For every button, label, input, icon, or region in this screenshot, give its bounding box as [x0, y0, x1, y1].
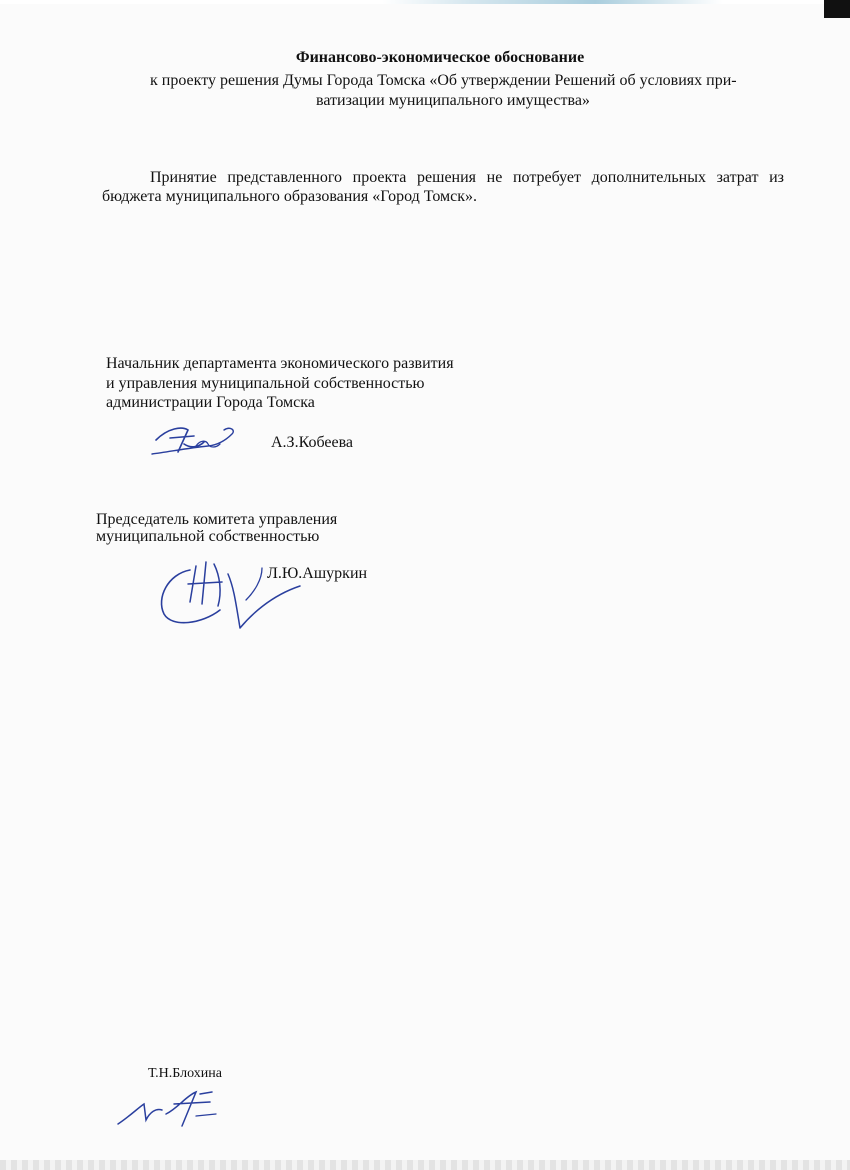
document-title: Финансово-экономическое обоснование [295, 49, 585, 66]
body-paragraph-line2: бюджета муниципального образования «Город Томск». [102, 188, 478, 205]
signatory1-position-line3: администрации Города Томска [106, 394, 315, 411]
scan-bottom-edge [0, 1160, 850, 1170]
scan-corner-mark [824, 0, 850, 18]
signatory2-position-line1: Председатель комитета управления [96, 511, 338, 528]
signature-blokhina [112, 1086, 236, 1130]
signatory1-position-line1: Начальник департамента экономического развития [106, 355, 454, 372]
signatory2-name: Л.Ю.Ашуркин [267, 565, 368, 582]
signatory1-name: А.З.Кобеева [271, 434, 354, 451]
document-subtitle-line2: ватизации муниципального имущества» [316, 92, 590, 109]
signatory2-position-line2: муниципальной собственностью [96, 528, 320, 545]
executor-name: Т.Н.Блохина [148, 1066, 222, 1081]
signatory1-position-line2: и управления муниципальной собственностью [106, 375, 425, 392]
document-subtitle-line1: к проекту решения Думы Города Томска «Об утверждении Решений об условиях при- [150, 72, 737, 89]
signature-kobeeva [148, 418, 244, 462]
body-paragraph-line1: Принятие представленного проекта решения не потребует дополнительных затрат из [150, 169, 784, 186]
scan-top-edge [0, 0, 850, 4]
